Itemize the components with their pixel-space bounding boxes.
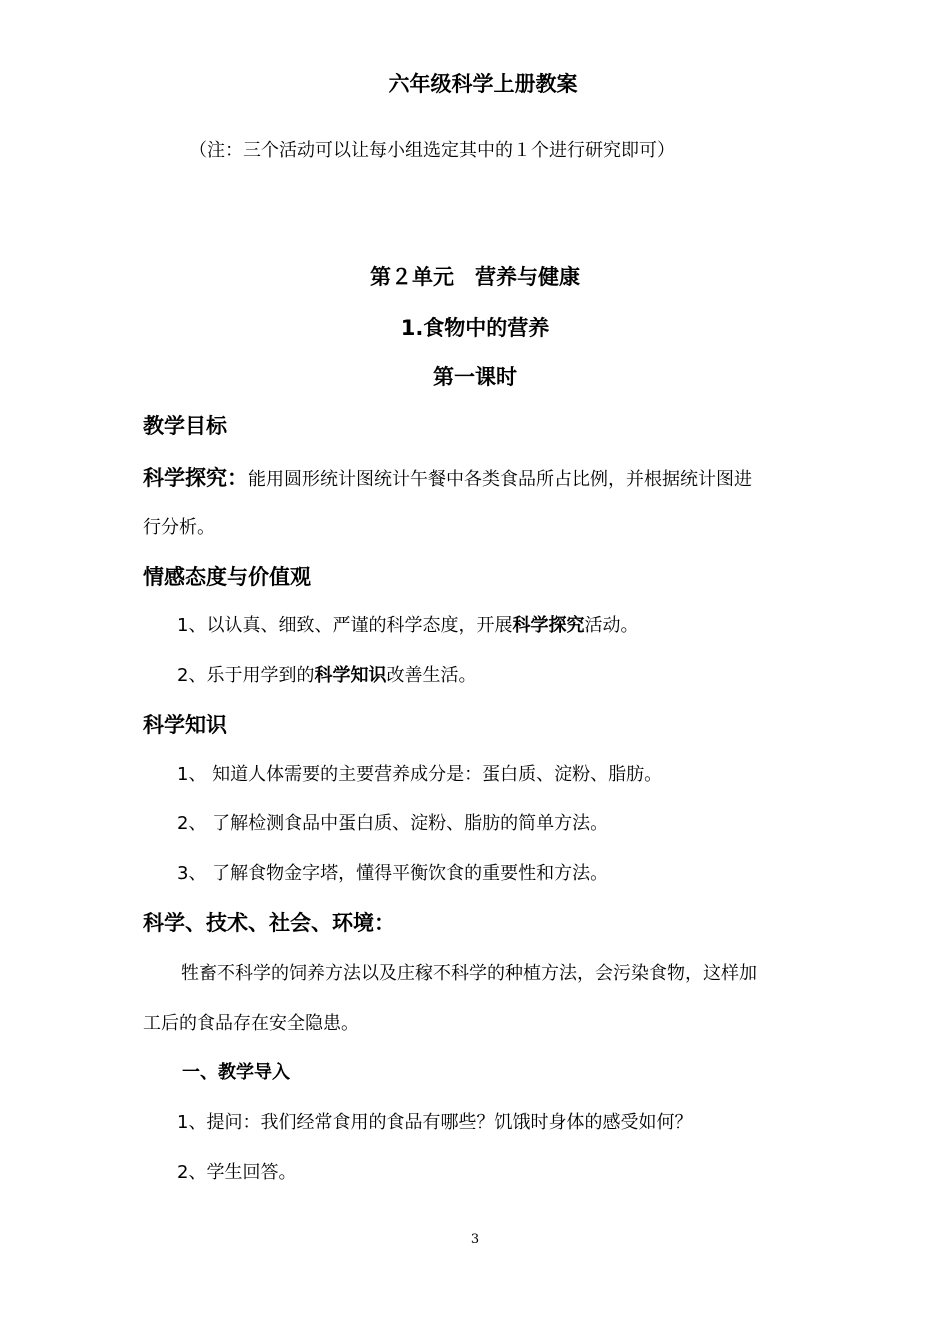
emotion-item-2-tail: 改善生活。 <box>386 665 477 686</box>
lesson-title: 1.食物中的营养 <box>400 316 550 340</box>
activity-note: （注：三个活动可以让每小组选定其中的１个进行研究即可） <box>189 140 675 161</box>
emotion-item-2 <box>177 661 476 687</box>
emotion-item-1-text: 1、以认真、细致、严谨的科学态度，开展 <box>177 615 513 636</box>
inquiry-label: 科学探究： <box>143 466 248 490</box>
stse-paragraph-line2: 工后的食品存在安全隐患。 <box>143 1013 359 1034</box>
inquiry-text: 能用圆形统计图统计午餐中各类食品所占比例，并根据统计图进 <box>248 469 752 490</box>
intro-item-1: 1、提问：我们经常食用的食品有哪些？饥饿时身体的感受如何？ <box>177 1112 693 1133</box>
period-title: 第一课时 <box>433 365 517 389</box>
knowledge-item-1: 1、 知道人体需要的主要营养成分是：蛋白质、淀粉、脂肪。 <box>177 764 663 785</box>
knowledge-item-3: 3、 了解食物金字塔，懂得平衡饮食的重要性和方法。 <box>177 863 609 884</box>
inquiry-paragraph-line1 <box>143 462 752 492</box>
intro-item-2: 2、学生回答。 <box>177 1162 297 1183</box>
stse-paragraph-line1: 牲畜不科学的饲养方法以及庄稼不科学的种植方法，会污染食物，这样加 <box>181 963 757 984</box>
emotion-item-2-text: 2、乐于用学到的 <box>177 665 315 686</box>
emotion-item-1-bold: 科学探究 <box>512 615 585 636</box>
knowledge-item-2: 2、 了解检测食品中蛋白质、淀粉、脂肪的简单方法。 <box>177 813 609 834</box>
emotion-item-1-tail: 活动。 <box>584 615 639 636</box>
document-header-title: 六年级科学上册教案 <box>388 72 578 96</box>
emotion-heading: 情感态度与价值观 <box>143 565 311 589</box>
intro-heading: 一、教学导入 <box>182 1062 290 1083</box>
page-number: 3 <box>470 1232 480 1247</box>
emotion-item-1 <box>177 611 638 637</box>
stse-heading: 科学、技术、社会、环境： <box>143 911 395 935</box>
unit-title: 第２单元 营养与健康 <box>370 265 580 289</box>
knowledge-heading: 科学知识 <box>143 713 227 737</box>
goals-heading: 教学目标 <box>143 414 227 438</box>
emotion-item-2-bold: 科学知识 <box>314 665 387 686</box>
inquiry-paragraph-line2: 行分析。 <box>143 517 215 538</box>
